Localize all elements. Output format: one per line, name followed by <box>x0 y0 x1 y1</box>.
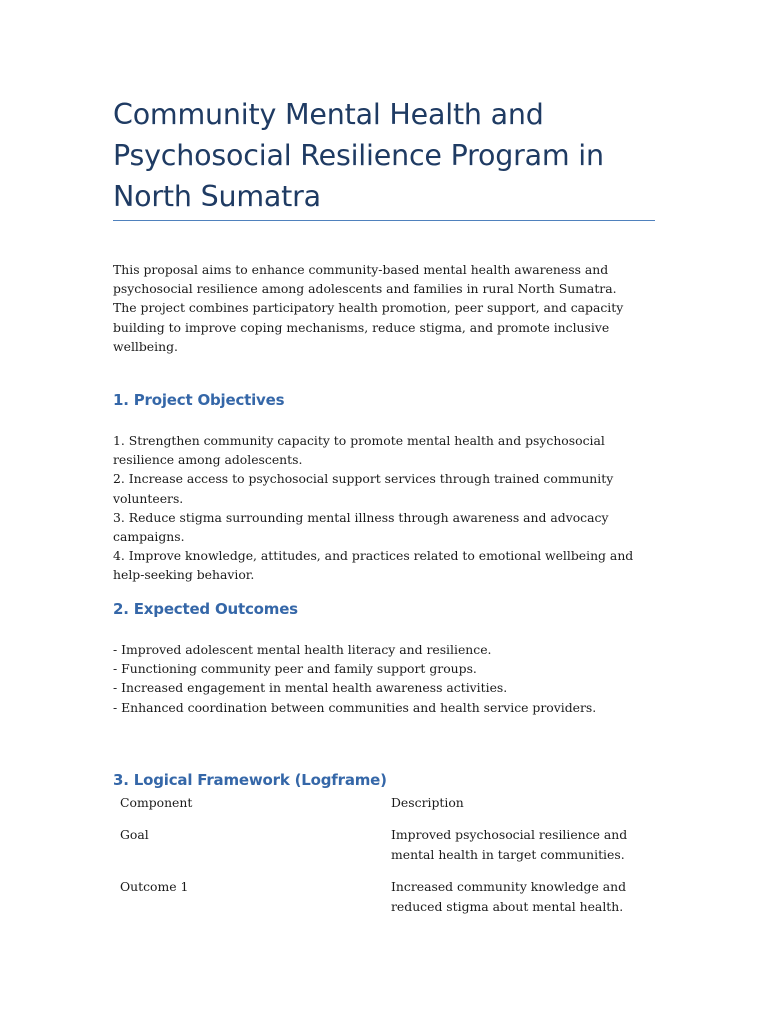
table-cell-description: Increased community knowledge and reduced stigma about mental health. <box>391 879 627 914</box>
section-heading-objectives: 1. Project Objectives <box>113 391 285 409</box>
table-cell-description: Improved psychosocial resilience and mental health in target communities. <box>391 827 628 862</box>
list-item: 2. Increase access to psychosocial support services through trained community volunteers. <box>113 471 614 506</box>
column-header-description: Description <box>391 795 464 810</box>
list-item: 3. Reduce stigma surrounding mental illness through awareness and advocacy campaigns. <box>113 509 609 545</box>
list-item: - Increased engagement in mental health awareness activities. <box>113 680 508 696</box>
list-item: - Enhanced coordination between communities and health service providers. <box>113 699 597 715</box>
title-underline <box>113 220 655 221</box>
table-cell-component: Outcome 1 <box>120 879 189 894</box>
column-header-component: Component <box>120 795 193 810</box>
section-heading-logframe: 3. Logical Framework (Logframe) <box>113 771 387 789</box>
objectives-list <box>113 431 658 585</box>
document-title: Community Mental Health and Psychosocial Resilience Program in North Sumatra <box>113 98 604 213</box>
intro-line: This proposal aims to enhance community-based mental health awareness and psychosocial resilience among adolescents and families in rural North Sumatra. <box>113 262 617 297</box>
list-item: - Functioning community peer and family support groups. <box>113 661 477 677</box>
section-heading-outcomes: 2. Expected Outcomes <box>113 600 298 618</box>
outcomes-list <box>113 640 658 717</box>
table-cell-component: Goal <box>120 827 149 842</box>
list-item: 1. Strengthen community capacity to promote mental health and psychosocial resilience among adolescents. <box>113 433 605 468</box>
intro-line: The project combines participatory health promotion, peer support, and capacity building to improve coping mechanisms, reduce stigma, and promote inclusive wellbeing. <box>113 300 624 354</box>
intro-paragraph <box>113 260 658 356</box>
list-item: - Improved adolescent mental health literacy and resilience. <box>113 642 492 657</box>
list-item: 4. Improve knowledge, attitudes, and practices related to emotional wellbeing and help-seeking behavior. <box>113 548 634 583</box>
